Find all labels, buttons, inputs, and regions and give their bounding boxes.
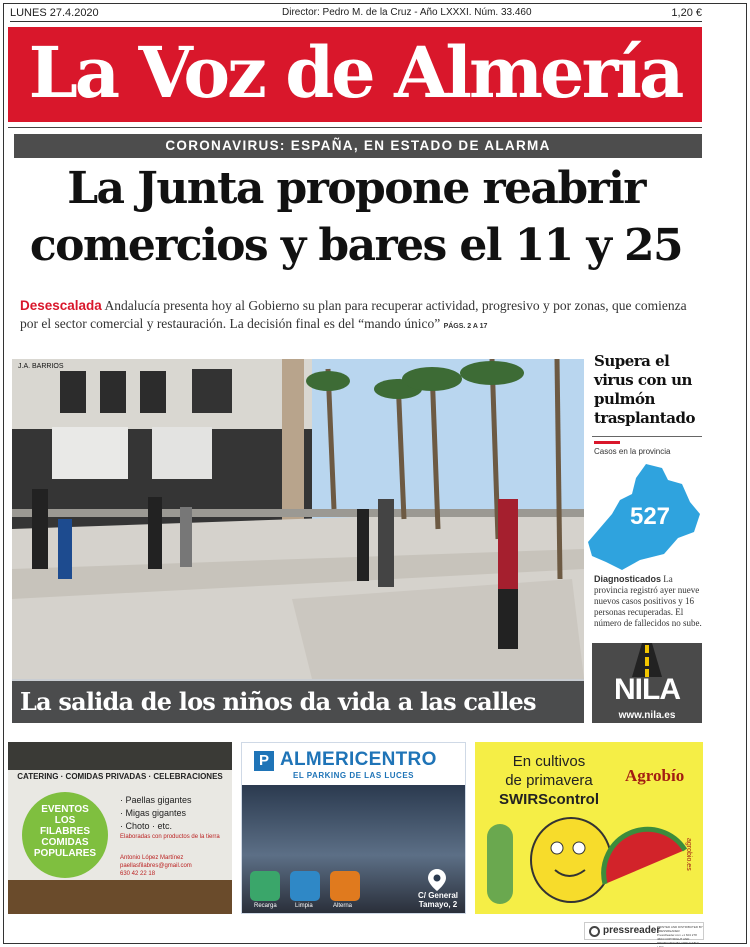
- top-strip: [10, 6, 702, 22]
- sidebar-headline[interactable]: Supera el virus con un pulmón trasplantado: [594, 352, 695, 427]
- sidebar-text-body: La provincia registró ayer nueve nuevos casos positivos y 16 personas recuperadas. El número de fallecidos no sube.: [594, 574, 702, 628]
- sidebar-text: [594, 574, 704, 629]
- parking-address: [410, 891, 466, 909]
- parking-icon: P: [254, 751, 274, 771]
- menu-note: Elaboradas con productos de la tierra: [120, 834, 220, 840]
- main-headline[interactable]: [10, 160, 702, 274]
- badge-line-4: COMIDAS: [41, 837, 89, 848]
- lead-text: Andalucía presenta hoy al Gobierno su plan para recuperar actividad, progresivo y por zonas, que comienza por el sector comercial y restauración. La decisión final es del “mando único”: [20, 298, 687, 331]
- nila-logo: NILA: [614, 673, 680, 706]
- nila-ad[interactable]: [592, 643, 702, 723]
- contact-name: Antonio López Martínez: [120, 855, 184, 861]
- sidebar-accent: [594, 441, 620, 444]
- lead-kicker: Desescalada: [20, 298, 102, 313]
- claim-line-2: de primavera: [505, 772, 593, 789]
- claim-line-1: En cultivos: [512, 753, 586, 770]
- main-photo[interactable]: [12, 359, 584, 723]
- pressreader-icon: [589, 926, 600, 937]
- cucumber-icon: [487, 824, 513, 904]
- catering-contact: [120, 854, 230, 878]
- parking-ad[interactable]: [241, 742, 466, 914]
- parking-slogan: EL PARKING DE LAS LUCES: [293, 771, 414, 780]
- agrobio-url[interactable]: agrobio.es: [685, 838, 692, 871]
- pressreader-name: pressreader: [603, 925, 661, 936]
- vegetables-illustration: [475, 810, 703, 914]
- newspaper-title: La Voz de Almería: [28, 31, 682, 114]
- street-scene-illustration: [12, 359, 584, 723]
- headline-line-2: comercios y bares el 11 y 25: [29, 220, 683, 271]
- badge-line-3: FILABRES: [40, 826, 90, 837]
- sidebar-divider: [592, 436, 702, 437]
- agrobio-ad[interactable]: [475, 742, 703, 914]
- mascot-icon: [531, 818, 611, 902]
- agrobio-logo: Agrobío: [625, 766, 685, 785]
- menu-item: · Migas gigantes: [120, 808, 187, 818]
- pressreader-badge[interactable]: [584, 922, 704, 947]
- icon-label-alternate: Alterna: [333, 903, 353, 909]
- lead-paragraph: [20, 297, 700, 336]
- contact-email[interactable]: paellasfilabres@gmail.com: [120, 863, 192, 869]
- address-line-1: C/ General: [417, 891, 458, 900]
- contact-phone: 630 42 22 18: [120, 871, 156, 877]
- address-line-2: Tamayo, 2: [418, 900, 458, 909]
- wash-icon: [290, 871, 320, 901]
- recharge-icon: [250, 871, 280, 901]
- masthead: [8, 27, 702, 122]
- top-divider: [10, 21, 702, 22]
- catering-services: CATERING · COMIDAS PRIVADAS · CELEBRACIONES: [17, 772, 223, 781]
- sidebar-text-kicker: Diagnosticados: [594, 574, 662, 584]
- issue-date: LUNES 27.4.2020: [10, 7, 99, 19]
- menu-item: · Choto · etc.: [120, 821, 173, 831]
- claim-product: SWIRScontrol: [499, 791, 599, 808]
- cases-label: Casos en la provincia: [594, 447, 671, 456]
- icon-label-recharge: Recarga: [254, 903, 277, 909]
- photo-caption[interactable]: La salida de los niños da vida a las calles: [12, 681, 584, 723]
- road-icon: [626, 643, 668, 677]
- location-pin-icon: [428, 869, 446, 891]
- masthead-divider: [8, 127, 702, 128]
- pressreader-fine-print: PRINTED AND DISTRIBUTED BY PRESSREADER PressReader.com +1 604 278 4604 COPYRIGHT AND PROTECTED BY APPLICABLE LAW: [657, 925, 703, 947]
- page-reference: PÁGS. 2 A 17: [443, 323, 488, 330]
- cases-count: 527: [629, 503, 671, 530]
- badge-line-1: EVENTOS: [41, 804, 89, 815]
- photo-credit: J.A. BARRIOS: [18, 363, 64, 370]
- badge-line-5: POPULARES: [33, 848, 97, 859]
- headline-line-1: La Junta propone reabrir: [67, 163, 645, 214]
- events-badge-text: [22, 804, 108, 859]
- service-icons: [250, 871, 368, 901]
- catering-menu: [120, 794, 230, 841]
- agrobio-claim: [489, 752, 609, 809]
- food-banner-top: [8, 742, 232, 770]
- catering-ad[interactable]: [8, 742, 232, 914]
- nila-url[interactable]: www.nila.es: [618, 710, 676, 721]
- director-line: Director: Pedro M. de la Cruz - Año LXXXI. Núm. 33.460: [282, 7, 532, 18]
- alternate-icon: [330, 871, 360, 901]
- icon-label-wash: Limpia: [295, 903, 313, 909]
- section-bar: CORONAVIRUS: ESPAÑA, EN ESTADO DE ALARMA: [14, 134, 702, 158]
- badge-line-2: LOS: [54, 815, 76, 826]
- parking-brand: ALMERICENTRO: [280, 749, 437, 770]
- issue-price: 1,20 €: [671, 7, 702, 19]
- food-banner-bottom: [8, 880, 232, 914]
- menu-item: · Paellas gigantes: [120, 795, 192, 805]
